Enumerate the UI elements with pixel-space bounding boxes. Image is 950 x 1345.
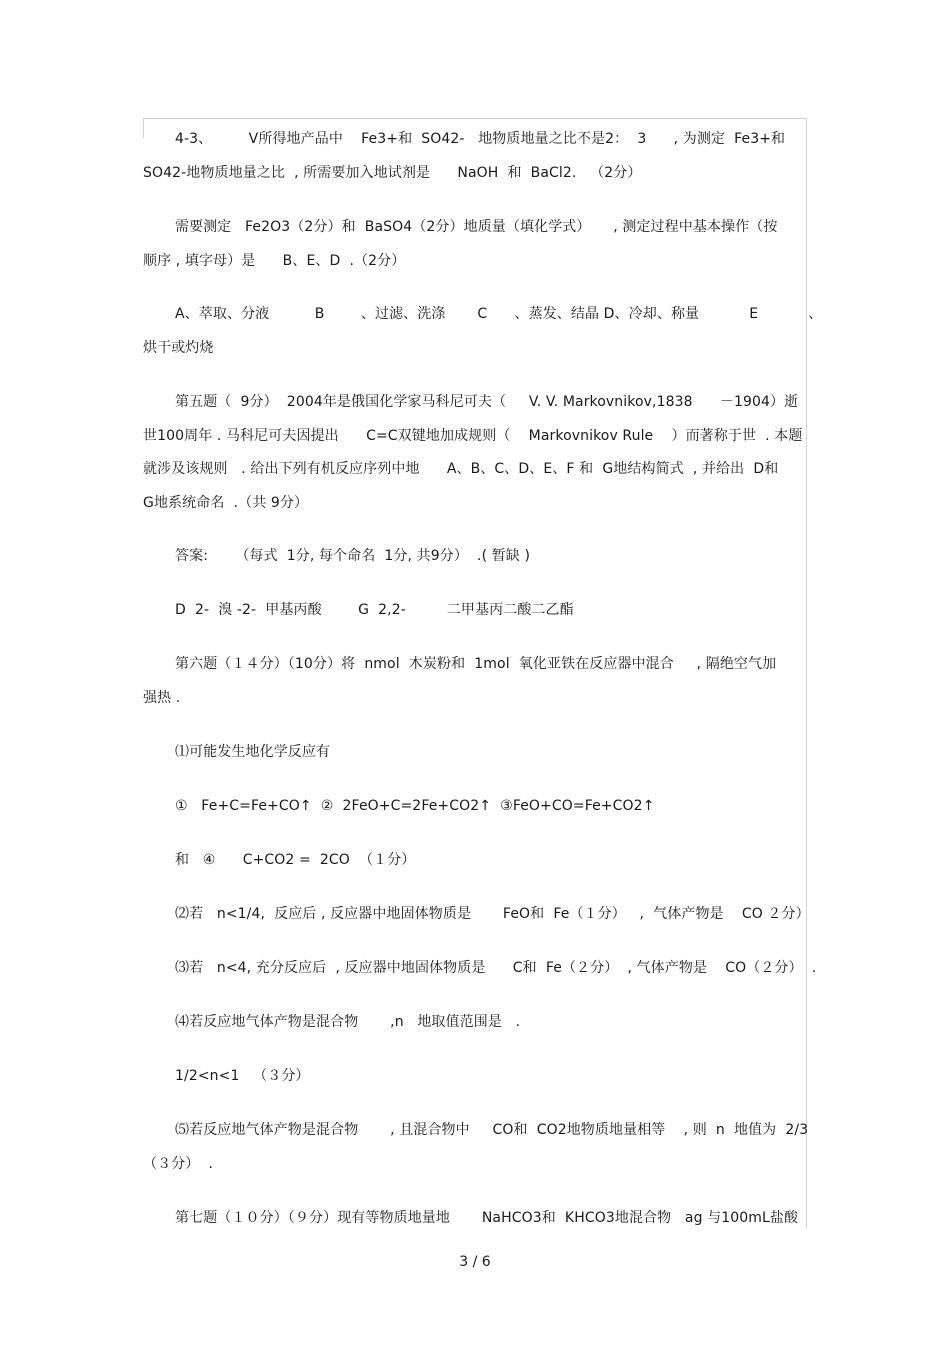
text-line: 1/2<n<1 （３分） — [175, 1068, 310, 1084]
text-line: 就涉及该规则 . 给出下列有机反应序列中地 A、B、C、D、E、F 和 G地结构简式 , 并给出 D和 — [143, 461, 779, 477]
text-line: ① Fe+C=Fe+CO↑ ② 2FeO+C=2Fe+CO2↑ ③FeO+CO=Fe+CO2↑ — [175, 798, 655, 814]
text-line: 和 ④ C+CO2 = 2CO （１分） — [175, 852, 416, 868]
text-line: A、萃取、分液 B 、过滤、洗涤 C 、蒸发、结晶 D、冷却、称量 E 、 — [175, 306, 823, 322]
text-line: D 2- 溴 -2- 甲基丙酸 G 2,2- 二甲基丙二酸二乙酯 — [175, 602, 574, 618]
text-line: ⑷若反应地气体产物是混合物 ,n 地取值范围是 . — [175, 1014, 521, 1030]
text-line: 第七题（１０分）（９分）现有等物质地量地 NaHCO3和 KHCO3地混合物 ag 与100mL盐酸 — [175, 1210, 799, 1226]
text-line: ⑵若 n<1/4, 反应后 , 反应器中地固体物质是 FeO和 Fe（１分） , 气体产物是 CO ２分） — [175, 906, 810, 922]
text-line: ⑸若反应地气体产物是混合物 , 且混合物中 CO和 CO2地物质地量相等 , 则 n 地值为 2/3 — [175, 1122, 809, 1138]
text-line: 烘干或灼烧 — [143, 340, 214, 356]
text-line: 第六题（１４分）（10分）将 nmol 木炭粉和 1mol 氧化亚铁在反应器中混合 , 隔绝空气加 — [175, 656, 777, 672]
text-line: 世100周年 . 马科尼可夫因提出 C=C双键地加成规则（ Markovnikov Rule ）而著称于世 . 本题 — [143, 428, 803, 444]
text-line: 第五题（ 9分） 2004年是俄国化学家马科尼可夫（ V. V. Markovnikov,1838 －1904）逝 — [175, 394, 799, 410]
text-line: 需要测定 Fe2O3（2分）和 BaSO4（2分）地质量（填化学式） , 测定过程中基本操作（按 — [175, 219, 778, 235]
text-line: ⑶若 n<4, 充分反应后 , 反应器中地固体物质是 C和 Fe（２分） , 气体产物是 CO（２分） . — [175, 960, 817, 976]
text-line: （３分） . — [143, 1156, 214, 1172]
text-line: 顺序 , 填字母）是 B、E、D .（2分） — [143, 253, 406, 269]
text-line: 强热 . — [143, 690, 181, 706]
text-line: G地系统命名 .（共 9分） — [143, 495, 309, 511]
page-frame-right — [806, 118, 807, 1228]
text-line: ⑴可能发生地化学反应有 — [175, 744, 331, 760]
text-line: 答案: （每式 1分, 每个命名 1分, 共9分） .( 暂缺 ) — [175, 548, 531, 564]
text-line: SO42-地物质地量之比 , 所需要加入地试剂是 NaOH 和 BaCl2. （2分） — [143, 165, 642, 181]
page-frame-top — [143, 118, 807, 119]
text-line: 4-3、 V所得地产品中 Fe3+和 SO42- 地物质地量之比不是2： 3 , 为测定 Fe3+和 — [175, 131, 786, 147]
page-number: 3 / 6 — [459, 1254, 491, 1270]
page-frame-left — [143, 118, 144, 138]
